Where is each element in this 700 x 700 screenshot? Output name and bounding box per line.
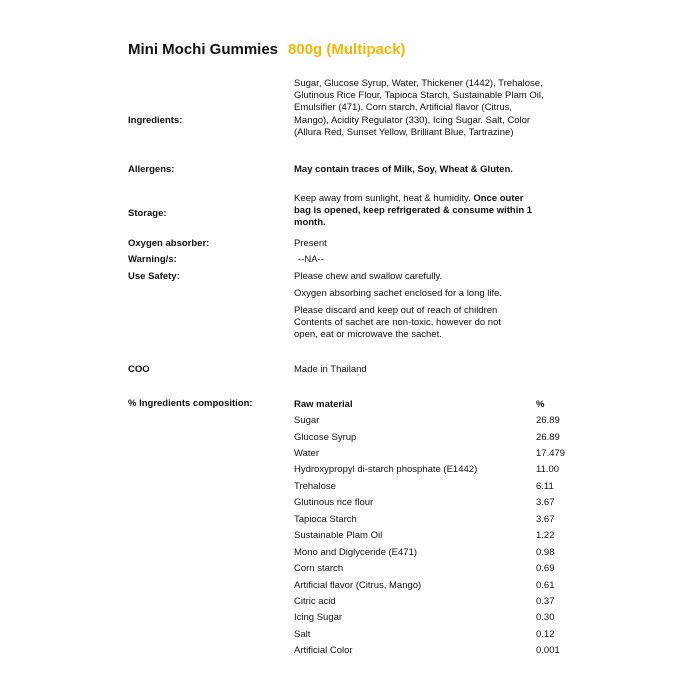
table-row xyxy=(294,626,565,642)
ingredients-label: Ingredients: xyxy=(128,115,183,126)
use-safety-line-2: Oxygen absorbing sachet enclosed for a long life. xyxy=(294,288,503,299)
percent-cell: 26.89 xyxy=(536,415,560,427)
percent-cell: 0.001 xyxy=(536,645,560,657)
raw-material-cell: Glucose Syrup xyxy=(294,431,357,443)
table-row xyxy=(294,478,565,494)
table-row xyxy=(294,593,565,609)
raw-material-cell: Trehalose xyxy=(294,480,336,492)
table-row xyxy=(294,412,565,428)
table-row xyxy=(294,429,565,445)
table-row xyxy=(294,560,565,576)
percent-cell: 0.98 xyxy=(536,546,555,558)
raw-material-cell: Salt xyxy=(294,628,311,640)
table-row xyxy=(294,577,565,593)
raw-material-cell: Mono and Diglyceride (E471) xyxy=(294,546,418,558)
raw-material-cell: Sustainable Plam Oil xyxy=(294,530,383,542)
allergens-value: May contain traces of Milk, Soy, Wheat & Gluten. xyxy=(294,164,513,175)
raw-material-cell: Sugar xyxy=(294,415,320,427)
percent-cell: 0.61 xyxy=(536,579,555,591)
use-safety-line-3: Please discard and keep out of reach of children Contents of sachet are non-toxic, however do not open, eat or microwave the sachet. xyxy=(294,305,502,341)
raw-material-cell: Glutinous rice flour xyxy=(294,497,374,509)
percent-cell: 1.22 xyxy=(536,530,555,542)
use-safety-label: Use Safety: xyxy=(128,271,180,282)
allergens-label: Allergens: xyxy=(128,164,175,175)
percent-cell: 26.89 xyxy=(536,431,560,443)
composition-rows xyxy=(294,412,565,659)
table-row xyxy=(294,511,565,527)
warnings-label: Warning/s: xyxy=(128,254,177,265)
raw-material-cell: Hydroxypropyl di-starch phosphate (E1442) xyxy=(294,464,478,476)
percent-cell: 0.12 xyxy=(536,628,555,640)
percent-cell: 3.67 xyxy=(536,513,555,525)
warnings-value: --NA-- xyxy=(298,254,324,265)
header-raw-material: Raw material xyxy=(294,398,353,410)
table-row xyxy=(294,528,565,544)
use-safety-line-1: Please chew and swallow carefully. xyxy=(294,271,443,282)
composition-header-row xyxy=(294,396,565,412)
percent-cell: 3.67 xyxy=(536,497,555,509)
table-row xyxy=(294,445,565,461)
oxygen-absorber-label: Oxygen absorber: xyxy=(128,238,210,249)
percent-cell: 0.69 xyxy=(536,563,555,575)
composition-label: % Ingredients composition: xyxy=(128,398,253,409)
storage-text: Keep away from sunlight, heat & humidity. xyxy=(294,193,474,204)
percent-cell: 0.37 xyxy=(536,595,555,607)
coo-value: Made in Thailand xyxy=(294,364,367,375)
product-name: Mini Mochi Gummies xyxy=(128,41,279,58)
percent-cell: 6.11 xyxy=(536,480,554,492)
coo-label: COO xyxy=(128,364,150,375)
table-row xyxy=(294,462,565,478)
percent-cell: 0.30 xyxy=(536,612,555,624)
table-row xyxy=(294,495,565,511)
raw-material-cell: Water xyxy=(294,448,319,460)
raw-material-cell: Artificial Color xyxy=(294,645,353,657)
raw-material-cell: Icing Sugar xyxy=(294,612,343,624)
oxygen-absorber-value: Present xyxy=(294,238,327,249)
header-percent: % xyxy=(536,398,545,410)
product-title xyxy=(128,41,406,58)
table-row xyxy=(294,610,565,626)
storage-value xyxy=(294,193,539,230)
percent-cell: 11.00 xyxy=(536,464,560,476)
raw-material-cell: Corn starch xyxy=(294,563,344,575)
product-variant: 800g (Multipack) xyxy=(288,41,406,58)
raw-material-cell: Tapioca Starch xyxy=(294,513,357,525)
storage-bold-text: Once outer bag is opened, keep refrigerated & consume within 1 month. xyxy=(294,193,533,229)
raw-material-cell: Artificial flavor (Citrus, Mango) xyxy=(294,579,422,591)
table-row xyxy=(294,544,565,560)
percent-cell: 17.479 xyxy=(536,448,566,460)
raw-material-cell: Citric acid xyxy=(294,595,336,607)
storage-label: Storage: xyxy=(128,208,167,219)
ingredients-value: Sugar, Glucose Syrup, Water, Thickener (1442), Trehalose, Glutinous Rice Flour, Tapioca Starch, Sustainable Plam Oil, Emulsifier (471), Corn starch, Artificial flavor (Citrus, Mango), Acidity Regulator (330), Icing Sugar. Salt, Color (Allura Red, Sunset Yellow, Brilliant Blue, Tartrazine) xyxy=(294,78,544,138)
composition-table xyxy=(294,396,565,659)
table-row xyxy=(294,643,565,659)
